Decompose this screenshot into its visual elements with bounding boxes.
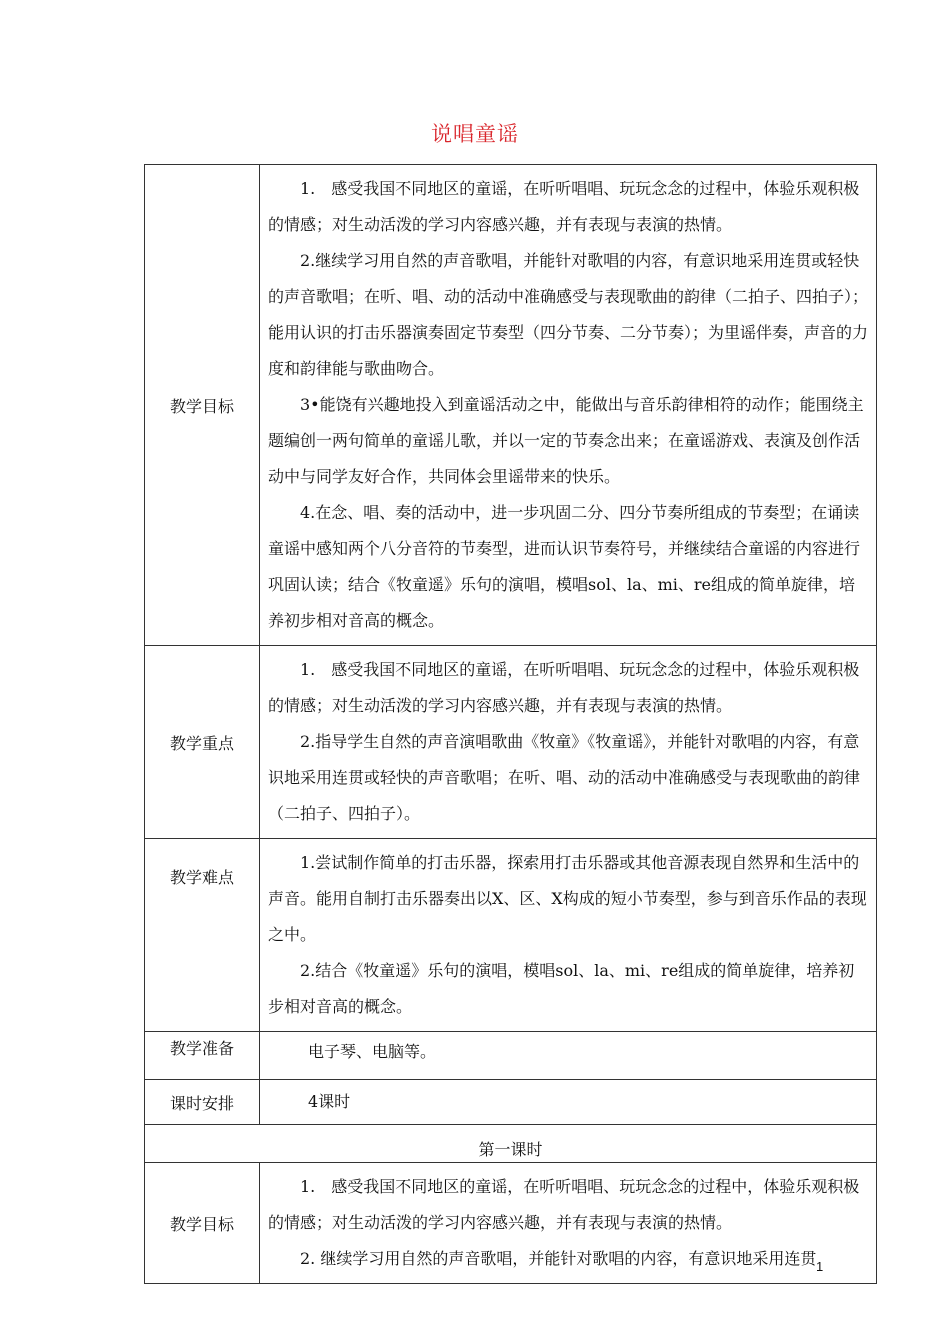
row-label-text: 教学准备 (169, 1039, 234, 1058)
section-header-text: 第一课时 (478, 1140, 543, 1159)
paragraph: 4.在念、唱、奏的活动中，进一步巩固二分、四分节奏所组成的节奏型；在诵读童谣中感知两个八分音符的节奏型，进而认识节奏符号，并继续结合童谣的内容进行巩固认读；结合《牧童遥》乐句的演唱，模唱sol、la、mi、re组成的简单旋律，培养初步相对音高的概念。 (268, 503, 861, 630)
table-row (145, 1163, 877, 1284)
row-label-text: 教学重点 (169, 733, 234, 753)
paragraph: 4课时 (308, 1092, 351, 1111)
row-label-text: 教学难点 (169, 868, 234, 887)
table-row (145, 165, 877, 646)
paragraph: 3•能饶有兴趣地投入到童谣活动之中，能做出与音乐韵律相符的动作；能围绕主题编创一两句简单的童谣儿歌，并以一定的节奏念出来；在童谣游戏、表演及创作活动中与同学友好合作，共同体会里谣带来的快乐。 (268, 395, 864, 486)
table-row (145, 839, 877, 1032)
lesson-plan-table (144, 164, 877, 1284)
paragraph: 1. 感受我国不同地区的童谣，在听听唱唱、玩玩念念的过程中，体验乐观积极的情感；对生动活泼的学习内容感兴趣，并有表现与表演的热情。 (268, 660, 860, 715)
row-label-text: 教学目标 (169, 396, 234, 416)
row-label (145, 1080, 260, 1125)
row-content (260, 1163, 877, 1284)
row-label-text: 教学目标 (169, 1214, 234, 1234)
row-content (260, 165, 877, 646)
page-title: 说唱童谣 (431, 122, 519, 146)
paragraph: 2.结合《牧童遥》乐句的演唱，模唱sol、la、mi、re组成的简单旋律，培养初步相对音高的概念。 (268, 961, 855, 1016)
row-label (145, 165, 260, 646)
table-row (145, 1032, 877, 1080)
row-content (260, 839, 877, 1032)
table-row (145, 1080, 877, 1125)
page-number: 1 (816, 1259, 824, 1274)
row-content (260, 1032, 877, 1080)
paragraph: 1.尝试制作简单的打击乐器，探索用打击乐器或其他音源表现自然界和生活中的声音。能用自制打击乐器奏出以X、区、X构成的短小节奏型，参与到音乐作品的表现之中。 (268, 853, 867, 944)
paragraph: 2.指导学生自然的声音演唱歌曲《牧童》《牧童谣》，并能针对歌唱的内容，有意识地采用连贯或轻快的声音歌唱；在听、唱、动的活动中准确感受与表现歌曲的韵律（二拍子、四拍子）。 (268, 732, 861, 823)
table-row (145, 1125, 877, 1163)
table-row (145, 646, 877, 839)
paragraph: 2. 继续学习用自然的声音歌唱，并能针对歌唱的内容，有意识地采用连贯 (300, 1249, 817, 1268)
row-label (145, 839, 260, 1032)
paragraph: 1. 感受我国不同地区的童谣，在听听唱唱、玩玩念念的过程中，体验乐观积极的情感；对生动活泼的学习内容感兴趣，并有表现与表演的热情。 (268, 1177, 860, 1232)
row-label-text: 课时安排 (169, 1093, 234, 1113)
row-label (145, 1032, 260, 1080)
row-label (145, 646, 260, 839)
row-label (145, 1163, 260, 1284)
row-content (260, 1080, 877, 1125)
paragraph: 2.继续学习用自然的声音歌唱，并能针对歌唱的内容，有意识地采用连贯或轻快的声音歌唱；在听、唱、动的活动中准确感受与表现歌曲的韵律（二拍子、四拍子）；能用认识的打击乐器演奏固定节奏型（四分节奏、二分节奏）；为里谣伴奏，声音的力度和韵律能与歌曲吻合。 (268, 251, 869, 378)
paragraph: 电子琴、电脑等。 (308, 1042, 437, 1061)
paragraph: 1. 感受我国不同地区的童谣，在听听唱唱、玩玩念念的过程中，体验乐观积极的情感；对生动活泼的学习内容感兴趣，并有表现与表演的热情。 (268, 179, 860, 234)
row-content (260, 646, 877, 839)
section-header (145, 1125, 877, 1163)
